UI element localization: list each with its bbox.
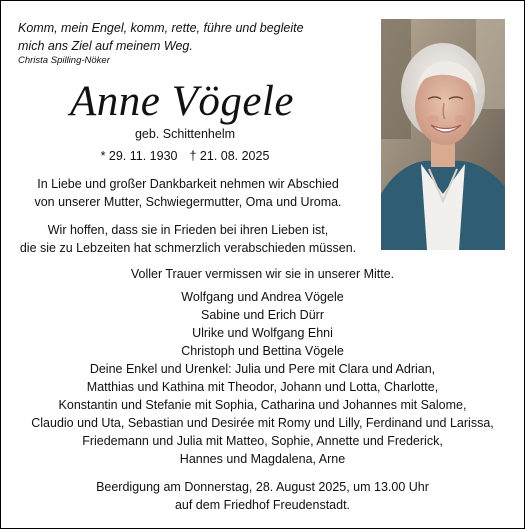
- quote-line-1: Komm, mein Engel, komm, rette, führe und begleite: [18, 21, 304, 35]
- hope-line-1: Wir hoffen, dass sie in Frieden bei ihren Lieben ist,: [47, 223, 329, 237]
- quote-author: Christa Spilling-Nöker: [18, 55, 110, 66]
- mourner-line: Konstantin und Stefanie mit Sophia, Catharina und Johannes mit Salome,: [58, 398, 467, 412]
- mourning-text: [0, 265, 525, 283]
- gratitude-line-1: In Liebe und großer Dankbarkeit nehmen wir Abschied: [37, 177, 339, 191]
- birth-name: geb. Schittenhelm: [134, 127, 236, 141]
- portrait-photo-icon: [381, 19, 505, 250]
- mourner-line: Ulrike und Wolfgang Ehni: [192, 326, 333, 340]
- quote-line-2: mich ans Ziel auf meinem Weg.: [18, 39, 193, 53]
- mourning-line: Voller Trauer vermissen wir sie in unserer Mitte.: [130, 267, 395, 281]
- death-date: † 21. 08. 2025: [189, 149, 270, 163]
- funeral-line-2: auf dem Friedhof Freudenstadt.: [174, 498, 351, 512]
- mourner-line: Claudio und Uta, Sebastian und Desirée mit Romy und Lilly, Ferdinand und Larissa,: [31, 416, 494, 430]
- mourner-line: Sabine und Erich Dürr: [201, 308, 324, 322]
- mourners-list: [0, 288, 525, 468]
- memorial-quote: [18, 19, 358, 55]
- mourner-line: Deine Enkel und Urenkel: Julia und Pere mit Clara und Adrian,: [89, 362, 436, 376]
- mourner-line: Hannes und Magdalena, Arne: [179, 452, 346, 466]
- birth-date: * 29. 11. 1930: [100, 149, 178, 163]
- mourner-line: Matthias und Kathina mit Theodor, Johann und Lotta, Charlotte,: [86, 380, 439, 394]
- gratitude-text: [0, 175, 376, 211]
- mourner-line: Christoph und Bettina Vögele: [181, 344, 344, 358]
- portrait-photo: [381, 19, 505, 250]
- deceased-name: Anne Vögele: [70, 78, 294, 125]
- life-dates: [0, 149, 370, 163]
- mourner-line: Wolfgang und Andrea Vögele: [181, 290, 344, 304]
- mourner-line: Friedemann und Julia mit Matteo, Sophie, Annette und Frederick,: [82, 434, 443, 448]
- hope-text: [0, 221, 376, 257]
- gratitude-line-2: von unserer Mutter, Schwiegermutter, Oma und Uroma.: [34, 195, 342, 209]
- hope-line-2: die sie zu Lebzeiten hat schmerzlich verabschieden müssen.: [19, 241, 357, 255]
- funeral-info: [0, 478, 525, 514]
- funeral-line-1: Beerdigung am Donnerstag, 28. August 2025, um 13.00 Uhr: [96, 480, 429, 494]
